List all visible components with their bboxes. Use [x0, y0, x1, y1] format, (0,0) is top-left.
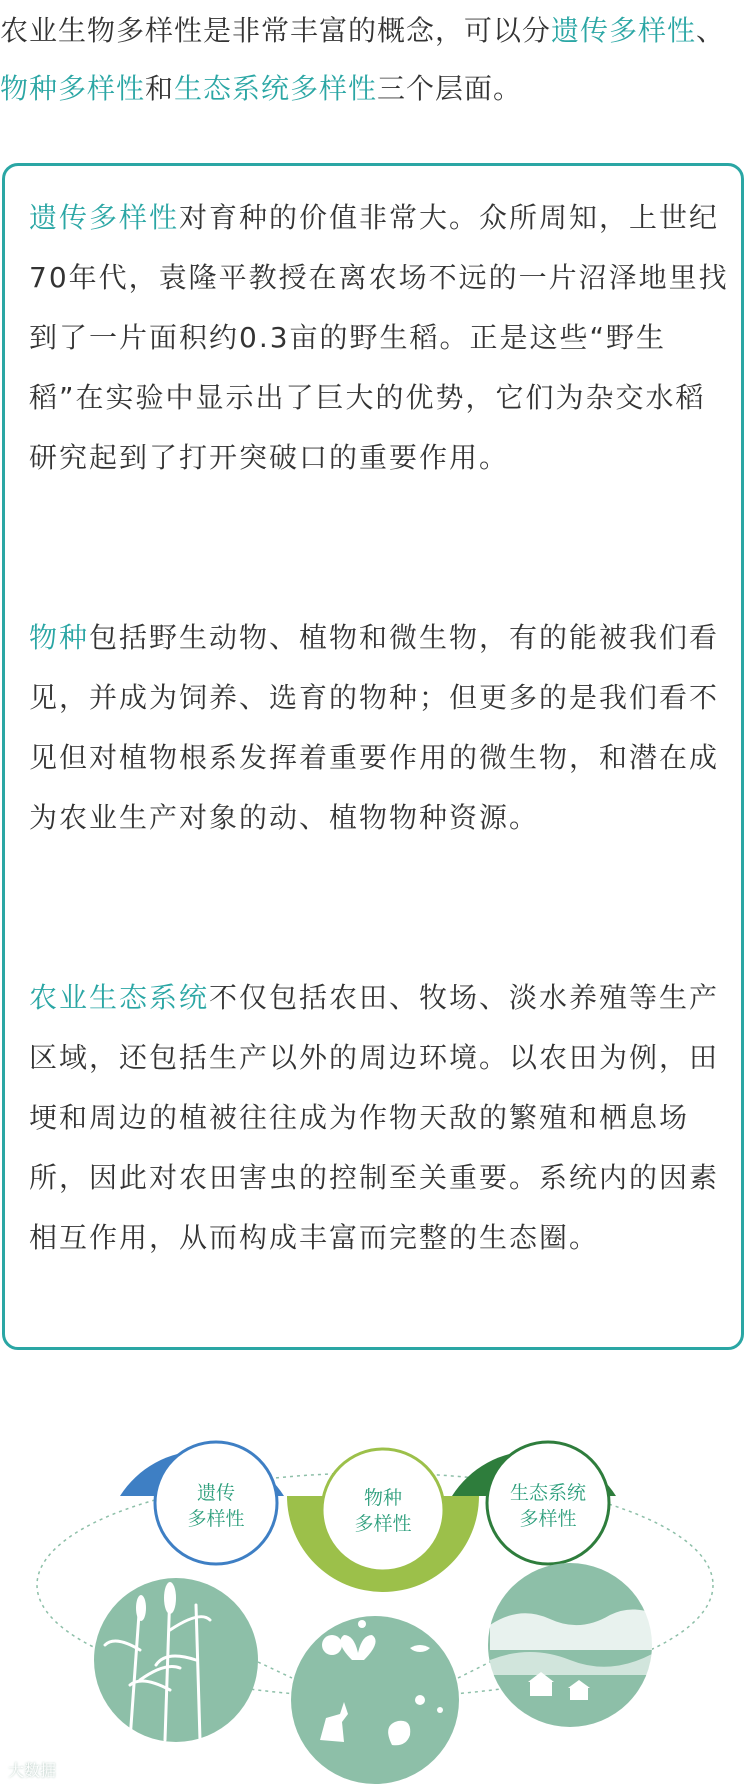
node-label-line2: 多样性 — [187, 1508, 245, 1530]
node-label-line1: 遗传 — [196, 1482, 236, 1504]
landscape-illustration — [488, 1563, 652, 1727]
intro-highlight-ecosystem: 生态系统多样性 — [174, 72, 378, 105]
crops-illustration — [94, 1578, 258, 1742]
paragraph-highlight: 遗传多样性 — [29, 201, 180, 234]
genetic-diversity-node — [120, 1442, 284, 1564]
genetic-diversity-paragraph — [29, 188, 733, 488]
node-label-line1: 生态系统 — [509, 1482, 587, 1504]
intro-text-end: 三个层面。 — [377, 72, 523, 105]
intro-paragraph — [0, 2, 750, 118]
intro-text: 农业生物多样性是非常丰富的概念，可以分 — [0, 14, 552, 47]
species-paragraph — [29, 608, 733, 848]
intro-highlight-genetic: 遗传多样性 — [551, 14, 697, 47]
watermark-text: 大数据 — [8, 1761, 57, 1780]
paragraph-text: 对育种的价值非常大。众所周知，上世纪70年代，袁隆平教授在离农场不远的一片沼泽地里找到了一片面积约0.3亩的野生稻。正是这些“野生稻”在实验中显示出了巨大的优势，它们为杂交水稻研究起到了打开突破口的重要作用。 — [29, 201, 729, 474]
intro-separator: 、 — [696, 14, 726, 47]
species-diversity-node — [287, 1449, 479, 1592]
paragraph-highlight: 农业生态系统 — [29, 981, 210, 1014]
ecosystem-paragraph — [29, 968, 733, 1268]
paragraph-text: 包括野生动物、植物和微生物，有的能被我们看见，并成为饲养、选育的物种；但更多的是我们看不见但对植物根系发挥着重要作用的微生物，和潜在成为农业生产对象的动、植物物种资源。 — [29, 621, 720, 834]
paragraph-highlight: 物种 — [29, 621, 90, 654]
node-ring — [322, 1449, 444, 1571]
node-label-line2: 多样性 — [519, 1508, 577, 1530]
explanation-card — [2, 163, 744, 1350]
connector-line — [258, 1662, 292, 1678]
diversity-diagram — [0, 1400, 750, 1791]
intro-separator: 和 — [145, 72, 175, 105]
node-label-line2: 多样性 — [354, 1513, 412, 1535]
animals-illustration — [291, 1616, 459, 1784]
node-label-line1: 物种 — [363, 1487, 403, 1509]
paragraph-text: 不仅包括农田、牧场、淡水养殖等生产区域，还包括生产以外的周边环境。以农田为例，田埂和周边的植被往往成为作物天敌的繁殖和栖息场所，因此对农田害虫的控制至关重要。系统内的因素相互作用，从而构成丰富而完整的生态圈。 — [29, 981, 720, 1254]
intro-highlight-species: 物种多样性 — [0, 72, 146, 105]
connector-line — [458, 1662, 490, 1678]
